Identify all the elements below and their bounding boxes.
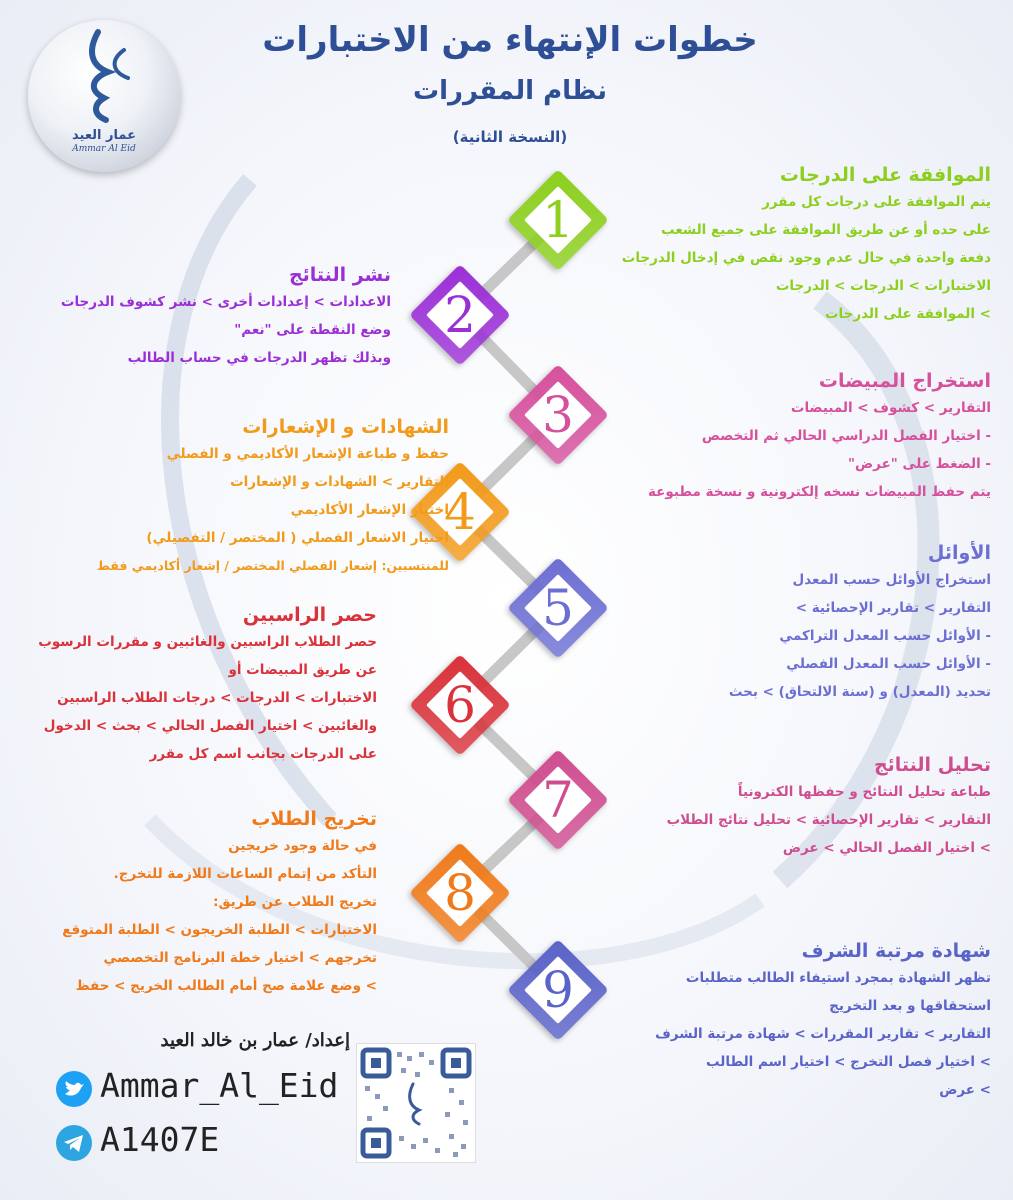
step-7-title: تحليل النتائج <box>873 754 991 776</box>
logo-name-en: Ammar Al Eid <box>72 144 136 154</box>
step-3-title: استخراج المبيضات <box>818 370 991 392</box>
step-2-line: وضع النقطة على "نعم" <box>234 322 391 338</box>
step-8-block <box>62 806 377 1000</box>
edition-label: (النسخة الثانية) <box>452 128 568 146</box>
step-6-title: حصر الراسبين <box>242 604 377 626</box>
step-9-line: التقارير > تقارير المقررات > شهادة مرتبة الشرف <box>655 1026 991 1042</box>
step-9-title: شهادة مرتبة الشرف <box>801 940 991 962</box>
step-7-line: التقارير > تقارير الإحصائية > تحليل نتائج الطلاب <box>666 812 991 828</box>
step-3-line: يتم حفظ المبيضات نسخه إلكترونية و نسخة مطبوعة <box>647 484 991 500</box>
step-3-line: - الضغط على "عرض" <box>847 456 991 472</box>
step-8-title: تخريج الطلاب <box>251 808 377 830</box>
step-1-title: الموافقة على الدرجات <box>779 164 991 186</box>
twitter-bird-icon <box>56 1071 92 1107</box>
telegram-handle[interactable]: A1407E <box>100 1120 220 1159</box>
step-9-number: 9 <box>542 961 574 1019</box>
step-8-line: تخرجهم > اختيار خطة البرنامج التخصصي <box>103 950 377 966</box>
step-2-number: 2 <box>444 286 476 344</box>
step-8-line: التأكد من إتمام الساعات اللازمة للتخرج. <box>113 866 377 882</box>
step-5-number: 5 <box>542 579 574 637</box>
step-4-line: اختيار الإشعار الأكاديمي <box>290 502 449 518</box>
step-4-line: للمنتسبين: إشعار الفصلي المختصر / إشعار أكاديمي فقط <box>96 558 449 573</box>
logo-badge <box>28 20 180 172</box>
step-9-line: استحقاقها و بعد التخريج <box>829 998 991 1014</box>
step-7-line: > اختيار الفصل الحالي > عرض <box>782 840 991 856</box>
step-9-line: > اختيار فصل التخرج > اختيار اسم الطالب <box>706 1054 991 1070</box>
step-1-line: دفعة واحدة في حال عدم وجود نقص في إدخال الدرجات <box>621 250 991 266</box>
calligraphy-logo-icon <box>28 20 180 130</box>
page-title: خطوات الإنتهاء من الاختبارات <box>262 20 758 60</box>
step-4-line: التقارير > الشهادات و الإشعارات <box>230 474 449 490</box>
step-9-line: > عرض <box>939 1082 991 1098</box>
step-7-block <box>667 752 991 862</box>
prepared-by-label: إعداد/ عمار بن خالد العيد <box>160 1030 350 1051</box>
step-9-block <box>655 938 991 1104</box>
step-6-line: على الدرجات بجانب اسم كل مقرر <box>149 746 377 762</box>
step-2-block <box>61 262 391 372</box>
step-3-line: - اختيار الفصل الدراسي الحالي ثم التخصص <box>701 428 991 444</box>
twitter-handle[interactable]: Ammar_Al_Eid <box>100 1066 339 1105</box>
qr-code-icon[interactable] <box>356 1043 476 1163</box>
step-2-title: نشر النتائج <box>288 264 391 286</box>
step-8-number: 8 <box>444 864 476 922</box>
step-4-line: اختيار الاشعار الفصلي ( المختصر / التفصيلي) <box>146 530 449 546</box>
step-4-line: حفظ و طباعة الإشعار الأكاديمي و الفصلي <box>166 446 449 462</box>
step-5-line: استخراج الأوائل حسب المعدل <box>792 572 991 588</box>
step-6-number: 6 <box>444 676 476 734</box>
step-6-line: والغائبين > اختيار الفصل الحالي > بحث > الدخول <box>43 718 377 734</box>
step-8-line: في حالة وجود خريجين <box>228 838 377 854</box>
step-5-line: - الأوائل حسب المعدل التراكمي <box>779 628 991 644</box>
step-3-number: 3 <box>542 386 574 444</box>
step-5-block <box>729 540 991 706</box>
step-1-line: > الموافقة على الدرجات <box>824 306 991 322</box>
page-subtitle: نظام المقررات <box>413 76 607 106</box>
step-1-block <box>622 162 991 328</box>
step-8-line: تخريج الطلاب عن طريق: <box>213 894 377 910</box>
telegram-plane-icon <box>56 1125 92 1161</box>
step-3-line: التقارير > كشوف > المبيضات <box>790 400 991 416</box>
step-7-line: طباعة تحليل النتائج و حفظها الكترونياً <box>737 784 991 800</box>
step-1-line: على حده أو عن طريق الموافقة على جميع الشعب <box>660 222 991 238</box>
step-1-number: 1 <box>542 191 574 249</box>
step-7-number: 7 <box>542 771 574 829</box>
step-6-line: عن طريق المبيضات أو <box>228 662 377 678</box>
step-5-title: الأوائل <box>927 542 991 564</box>
logo-name-ar: عمار العيد <box>72 128 136 143</box>
step-3-block <box>648 368 991 506</box>
step-4-number: 4 <box>444 483 476 541</box>
step-6-line: الاختبارات > الدرجات > درجات الطلاب الراسبين <box>57 690 377 706</box>
step-5-line: التقارير > تقارير الإحصائية > <box>795 600 991 616</box>
step-8-line: > وضع علامة صح أمام الطالب الخريج > حفظ <box>75 978 377 994</box>
step-2-line: وبذلك تظهر الدرجات في حساب الطالب <box>127 350 391 366</box>
step-5-line: تحديد (المعدل) و (سنة الالتحاق) > بحث <box>728 684 991 700</box>
step-2-line: الاعدادات > إعدادات أخرى > نشر كشوف الدرجات <box>60 294 391 310</box>
step-6-line: حصر الطلاب الراسبين والغائبين و مقررات الرسوب <box>38 634 377 650</box>
step-4-title: الشهادات و الإشعارات <box>242 416 449 438</box>
step-1-line: يتم الموافقة على درجات كل مقرر <box>762 194 991 210</box>
step-1-line: الاختبارات > الدرجات > الدرجات <box>775 278 991 294</box>
step-5-line: - الأوائل حسب المعدل الفصلي <box>786 656 991 672</box>
step-6-block <box>38 602 377 768</box>
step-4-block <box>97 414 449 580</box>
step-8-line: الاختبارات > الطلبة الخريجون > الطلبة المتوقع <box>62 922 377 938</box>
step-9-line: تظهر الشهادة بمجرد استيفاء الطالب متطلبات <box>685 970 991 986</box>
